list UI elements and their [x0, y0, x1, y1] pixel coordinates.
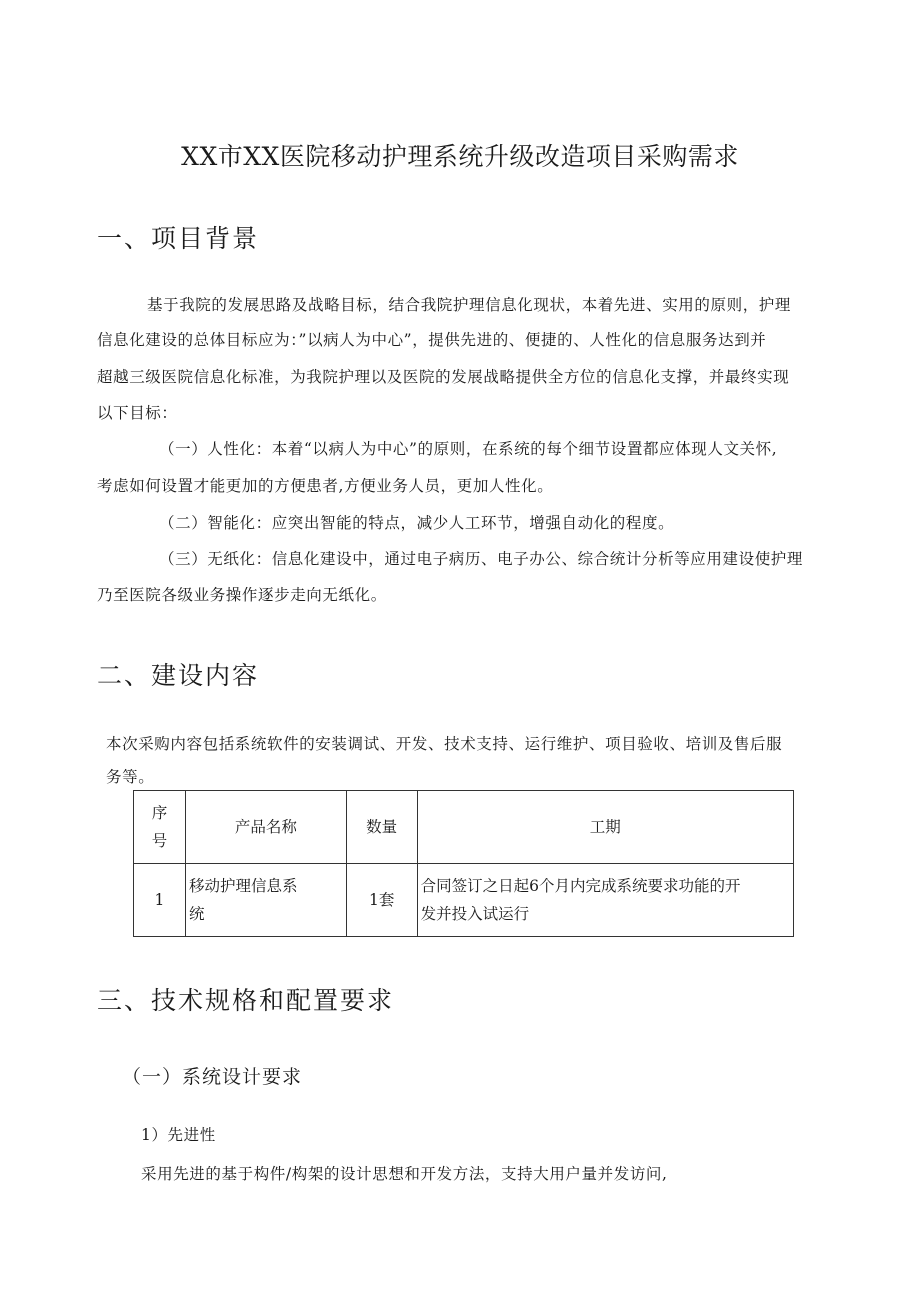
cell-product-name [185, 864, 346, 937]
procurement-table [133, 790, 794, 937]
header-product-name: 产品名称 [185, 791, 346, 864]
table-row [134, 864, 794, 937]
paragraph-line: 基于我院的发展思路及战略目标，结合我院护理信息化现状，本着先进、实用的原则，护理 [147, 296, 792, 314]
paragraph-line: 本次采购内容包括系统软件的安装调试、开发、技术支持、运行维护、项目验收、培训及售后服 [106, 735, 783, 753]
paragraph-line: 信息化建设的总体目标应为：”以病人为中心”，提供先进的、便捷的、人性化的信息服务达到并 [97, 331, 767, 349]
goal-humanization: （一）人性化：本着“以病人为中心”的原则，在系统的每个细节设置都应体现人文关怀, [159, 440, 778, 458]
section-heading-specs: 三、技术规格和配置要求 [97, 986, 395, 1015]
header-period: 工期 [417, 791, 793, 864]
paragraph-line: 以下目标： [97, 404, 178, 422]
cell-index: 1 [134, 864, 186, 937]
table-header-row [134, 791, 794, 864]
cell-quantity: 1套 [346, 864, 417, 937]
header-quantity: 数量 [346, 791, 417, 864]
item-heading: 1）先进性 [141, 1126, 216, 1144]
paragraph-line: 超越三级医院信息化标准，为我院护理以及医院的发展战略提供全方位的信息化支撑，并最终实现 [97, 368, 790, 386]
cell-line: 发并投入试运行 [420, 905, 530, 923]
goal-paperless-cont: 乃至医院各级业务操作逐步走向无纸化。 [97, 586, 387, 604]
paragraph-line: 采用先进的基于构件/构架的设计思想和开发方法，支持大用户量并发访问, [141, 1165, 668, 1183]
goal-humanization-cont: 考虑如何设置才能更加的方便患者,方便业务人员，更加人性化。 [97, 477, 554, 495]
section-heading-background: 一、项目背景 [97, 224, 260, 253]
cell-line: 移动护理信息系 [188, 877, 298, 895]
section-heading-content: 二、建设内容 [97, 661, 260, 690]
subsection-heading: （一）系统设计要求 [122, 1066, 303, 1088]
goal-paperless: （三）无纸化：信息化建设中，通过电子病历、电子办公、综合统计分析等应用建设使护理 [159, 550, 804, 568]
paragraph-line: 务等。 [106, 768, 155, 786]
document-title: XX市XX医院移动护理系统升级改造项目采购需求 [181, 142, 739, 171]
cell-line: 合同签订之日起6个月内完成系统要求功能的开 [420, 877, 741, 895]
header-index: 序号 [134, 791, 186, 864]
cell-line: 统 [188, 905, 205, 923]
cell-period [417, 864, 793, 937]
goal-intelligent: （二）智能化：应突出智能的特点，减少人工环节，增强自动化的程度。 [159, 514, 675, 532]
